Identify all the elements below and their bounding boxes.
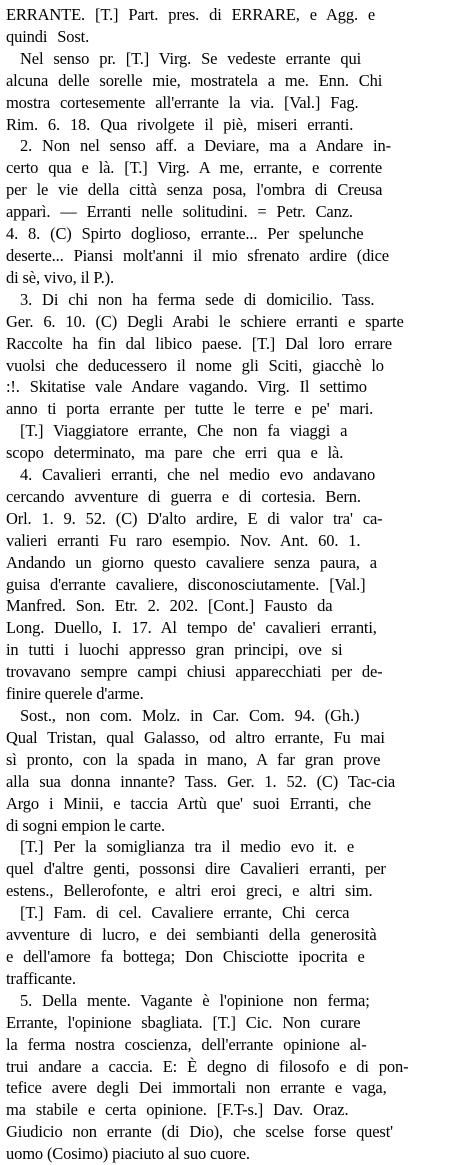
- text-line: in tutti i luochi appresso gran principi, ove si: [6, 640, 343, 660]
- text-line: 5. Della mente. Vagante è l'opinione non ferma;: [20, 990, 370, 1010]
- text-line: trafficante.: [6, 968, 76, 988]
- text-line: Giudicio non errante (di Dio), che scelse forse quest': [6, 1122, 393, 1142]
- text-line: estens., Bellerofonte, e altri eroi greci, e altri sim.: [6, 881, 373, 901]
- text-line: ma stabile e certa opinione. [F.T-s.] Dav. Oraz.: [6, 1100, 349, 1120]
- text-line: Orl. 1. 9. 52. (C) D'alto ardire, E di valor tra' ca-: [6, 508, 383, 528]
- text-line: avventure di lucro, e dei sembianti della generosità: [6, 925, 377, 945]
- text-line: [T.] Per la somiglianza tra il medio evo it. e: [20, 837, 355, 857]
- text-line: 4. Cavalieri erranti, che nel medio evo andavano: [20, 465, 376, 485]
- text-line: :!. Skitatise vale Andare vagando. Virg. Il settimo: [6, 377, 367, 397]
- text-line: Raccolte ha fin dal libico paese. [T.] Dal loro errare: [6, 333, 392, 353]
- text-line: e dell'amore fa bottega; Don Chisciotte ipocrita e: [6, 946, 365, 966]
- text-line: la ferma nostra coscienza, dell'errante opinione al-: [6, 1034, 367, 1054]
- entry-text: [6, 4, 466, 1165]
- text-line: per le vie della città senza posa, l'ombra di Creusa: [6, 180, 383, 200]
- text-line: valieri erranti Fu raro esempio. Nov. Ant. 60. 1.: [6, 530, 361, 550]
- text-line: [T.] Fam. di cel. Cavaliere errante, Chi cerca: [20, 903, 350, 923]
- text-line: 3. Di chi non ha ferma sede di domicilio. Tass.: [20, 289, 375, 309]
- text-line: 4. 8. (C) Spirto doglioso, errante... Per spelunche: [6, 224, 364, 244]
- text-line: Long. Duello, I. 17. Al tempo de' cavalieri erranti,: [6, 618, 377, 638]
- text-line: certo qua e là. [T.] Virg. A me, errante, e corrente: [6, 158, 383, 178]
- text-line: deserte... Piansi molt'anni il mio sfrenato ardire (dice: [6, 245, 389, 265]
- text-line: mostra cortesemente all'errante la via. [Val.] Fag.: [6, 92, 359, 112]
- text-line: Manfred. Son. Etr. 2. 202. [Cont.] Fausto da: [6, 596, 333, 616]
- text-line: finire querele d'arme.: [6, 684, 144, 704]
- text-line: Errante, l'opinione sbagliata. [T.] Cic. Non curare: [6, 1012, 361, 1032]
- text-line: di sogni empion le carte.: [6, 815, 165, 835]
- text-line: Nel senso pr. [T.] Virg. Se vedeste errante qui: [20, 48, 362, 68]
- text-line: ERRANTE. [T.] Part. pres. di ERRARE, e Agg. e: [6, 5, 376, 24]
- text-line: apparì. — Erranti nelle solitudini. = Petr. Canz.: [6, 202, 353, 222]
- text-line: alla sua donna innante? Tass. Ger. 1. 52. (C) Tac-cia: [6, 771, 396, 791]
- text-line: Sost., non com. Molz. in Car. Com. 94. (Gh.): [20, 706, 360, 725]
- text-line: uomo (Cosimo) piaciuto al suo cuore.: [6, 1144, 250, 1164]
- text-line: guisa d'errante cavaliere, disconosciutamente. [Val.]: [6, 574, 366, 594]
- text-line: quel d'altre genti, possonsi dire Cavalieri erranti, per: [6, 859, 386, 879]
- text-line: trui andare a caccia. E: È degno di filosofo e di pon-: [6, 1056, 409, 1076]
- text-line: anno ti porta errante per tutte le terre e pe' mari.: [6, 399, 374, 419]
- text-line: Ger. 6. 10. (C) Degli Arabi le schiere erranti e sparte: [6, 311, 404, 331]
- text-line: alcuna delle sorelle mie, mostratela a me. Enn. Chi: [6, 70, 383, 90]
- text-line: Qual Tristan, qual Galasso, od altro errante, Fu mai: [6, 727, 385, 747]
- text-line: sì pronto, con la spada in mano, A far gran prove: [6, 749, 381, 769]
- text-line: Andando un giorno questo cavaliere senza paura, a: [6, 552, 377, 572]
- text-line: [T.] Viaggiatore errante, Che non fa viaggi a: [20, 421, 348, 441]
- text-line: di sè, vivo, il P.).: [6, 267, 114, 287]
- text-line: Rim. 6. 18. Qua rivolgete il piè, miseri erranti.: [6, 114, 354, 134]
- text-line: 2. Non nel senso aff. a Deviare, ma a Andare in-: [20, 136, 391, 156]
- text-line: quindi Sost.: [6, 26, 90, 46]
- text-line: scopo determinato, ma pare che erri qua e là.: [6, 443, 344, 463]
- text-line: Argo i Minii, e taccia Artù que' suoi Erranti, che: [6, 793, 371, 813]
- text-line: cercando avventure di guerra e di cortesia. Bern.: [6, 486, 361, 506]
- text-line: trovavano sempre campi chiusi apparecchiati per de-: [6, 662, 383, 682]
- text-line: vuolsi che deducessero il nome gli Sciti, giacchè lo: [6, 355, 384, 375]
- text-line: tefice avere degli Dei immortali non errante e vaga,: [6, 1078, 387, 1098]
